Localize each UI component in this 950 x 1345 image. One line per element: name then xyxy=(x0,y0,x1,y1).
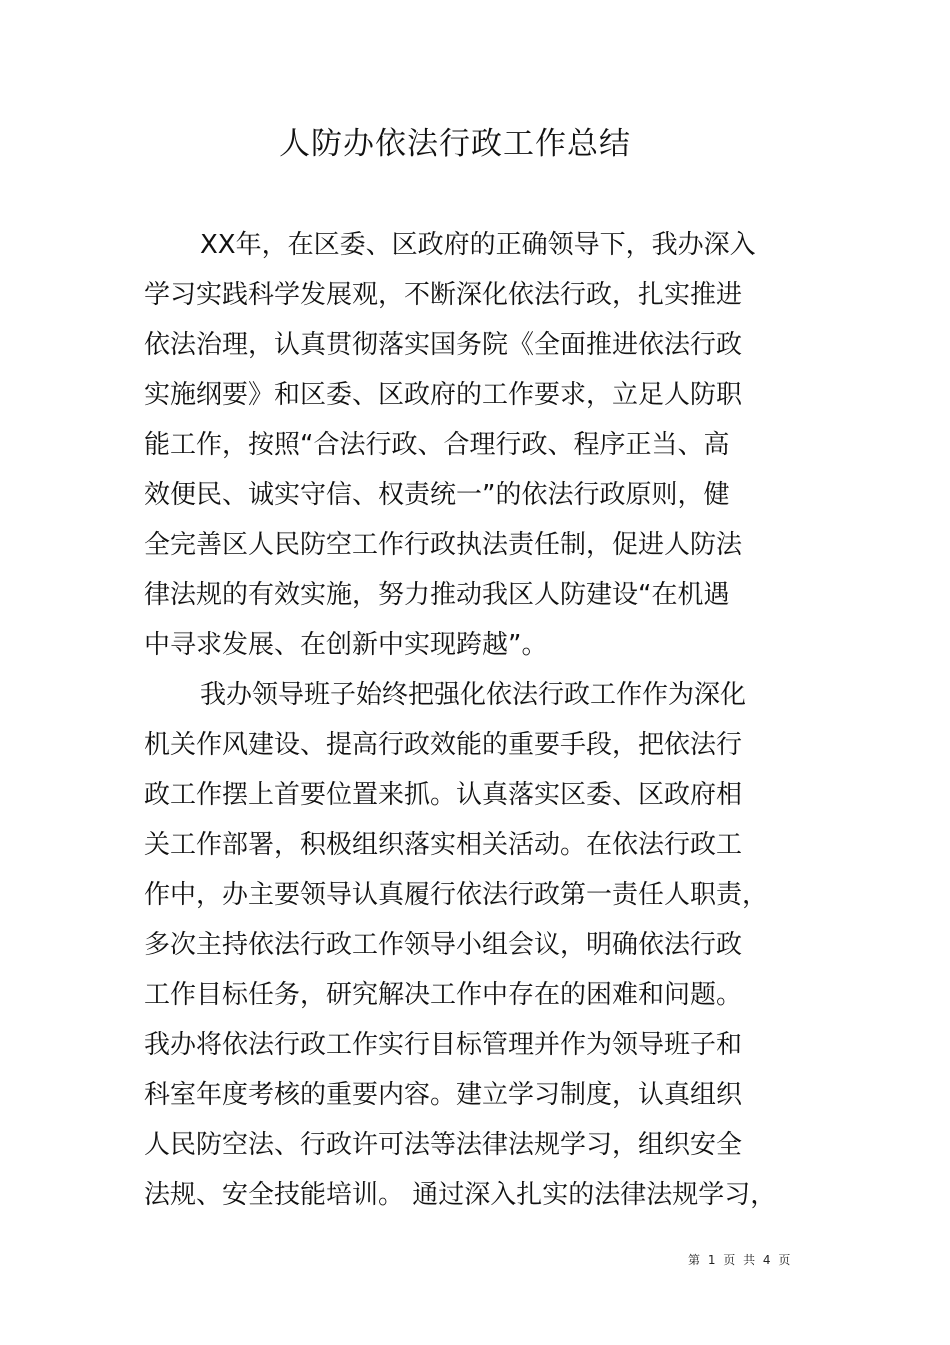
paragraph-1-line-3: 依法治理，认真贯彻落实国务院《全面推进依法行政 xyxy=(144,330,743,360)
paragraph-2-line-3: 政工作摆上首要位置来抓。认真落实区委、区政府相 xyxy=(144,780,743,810)
paragraph-2-line-5: 作中，办主要领导认真履行依法行政第一责任人职责， xyxy=(144,880,769,910)
paragraph-2-line-7: 工作目标任务，研究解决工作中存在的困难和问题。 xyxy=(144,980,743,1010)
paragraph-2-line-2: 机关作风建设、提高行政效能的重要手段，把依法行 xyxy=(144,730,743,760)
paragraph-2-line-4: 关工作部署，积极组织落实相关活动。在依法行政工 xyxy=(144,830,743,860)
paragraph-2-line-1: 我办领导班子始终把强化依法行政工作作为深化 xyxy=(200,680,747,710)
paragraph-1-line-1: XX年，在区委、区政府的正确领导下，我办深入 xyxy=(200,230,756,260)
paragraph-1-line-7: 全完善区人民防空工作行政执法责任制，促进人防法 xyxy=(144,530,743,560)
paragraph-1-line-6: 效便民、诚实守信、权责统一”的依法行政原则，健 xyxy=(144,480,730,510)
paragraph-1-line-4: 实施纲要》和区委、区政府的工作要求，立足人防职 xyxy=(144,380,743,410)
document-body xyxy=(144,220,777,1220)
document-title: 人防办依法行政工作总结 xyxy=(279,126,631,162)
paragraph-2-line-11: 法规、安全技能培训。 通过深入扎实的法律法规学习， xyxy=(144,1180,777,1210)
paragraph-1-line-2: 学习实践科学发展观，不断深化依法行政，扎实推进 xyxy=(144,280,743,310)
paragraph-2-line-9: 科室年度考核的重要内容。建立学习制度，认真组织 xyxy=(144,1080,743,1110)
paragraph-1-line-5: 能工作，按照“合法行政、合理行政、程序正当、高 xyxy=(144,430,730,460)
page-number-footer: 第 1 页 共 4 页 xyxy=(688,1253,791,1267)
paragraph-2-line-10: 人民防空法、行政许可法等法律法规学习，组织安全 xyxy=(144,1130,743,1160)
paragraph-2-line-8: 我办将依法行政工作实行目标管理并作为领导班子和 xyxy=(144,1030,743,1060)
paragraph-2-line-6: 多次主持依法行政工作领导小组会议，明确依法行政 xyxy=(144,930,743,960)
paragraph-1-line-9: 中寻求发展、在创新中实现跨越”。 xyxy=(144,630,548,660)
paragraph-1-line-8: 律法规的有效实施，努力推动我区人防建设“在机遇 xyxy=(144,580,730,610)
